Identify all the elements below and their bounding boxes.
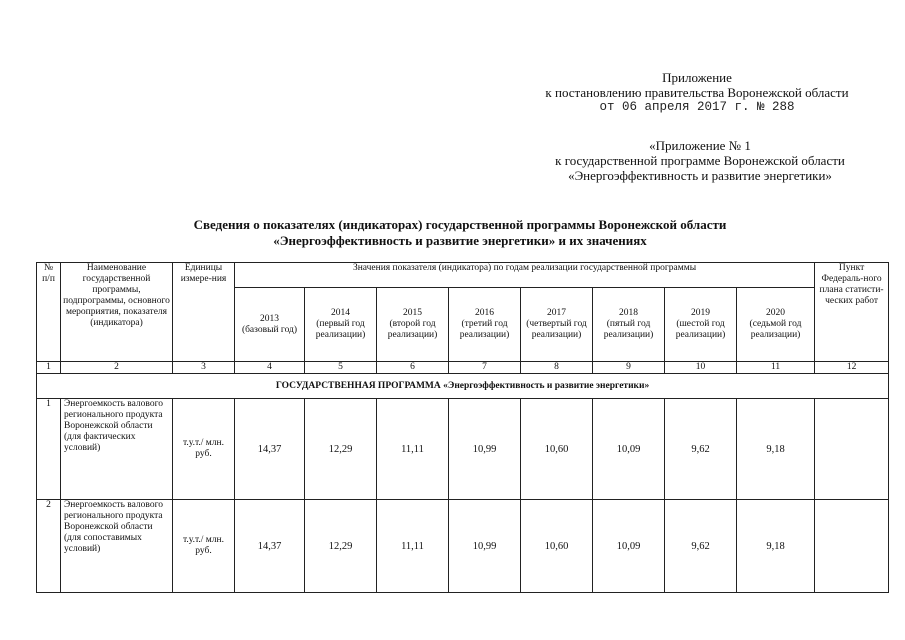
appendix-program-block [535,138,865,183]
row-value: 10,09 [593,500,665,593]
section-title: ГОСУДАРСТВЕННАЯ ПРОГРАММА «Энергоэффективность и развитие энергетики» [37,374,889,399]
column-number: 6 [377,362,449,374]
header-year: 2015 (второй год реализации) [377,288,449,362]
row-value: 12,29 [305,500,377,593]
column-number: 3 [173,362,235,374]
header-year: 2014 (первый год реализации) [305,288,377,362]
appendix-program-line1: «Приложение № 1 [649,138,751,153]
appendix-resolution-block [517,70,877,115]
header-num: № п/п [37,263,61,362]
row-unit: т.у.т./ млн. руб. [173,500,235,593]
column-number: 10 [665,362,737,374]
appendix-resolution-date: от 06 апреля 2017 г. № 288 [599,100,795,114]
row-unit: т.у.т./ млн. руб. [173,399,235,500]
column-number: 1 [37,362,61,374]
document-title [150,217,770,249]
row-num: 1 [37,399,61,500]
column-number: 8 [521,362,593,374]
header-name: Наименование государственной программы, подпрограммы, основного мероприятия, показателя (индикатора) [61,263,173,362]
column-number-row [37,362,889,374]
column-number: 4 [235,362,305,374]
document-title-line2: «Энергоэффективность и развитие энергетики» и их значениях [273,233,647,248]
header-year: 2018 (пятый год реализации) [593,288,665,362]
row-value: 11,11 [377,500,449,593]
header-year: 2020 (седьмой год реализации) [737,288,815,362]
row-value: 10,09 [593,399,665,500]
column-number: 7 [449,362,521,374]
row-value: 9,62 [665,500,737,593]
appendix-resolution-line2: к постановлению правительства Воронежской области [545,85,849,100]
column-number: 9 [593,362,665,374]
row-indicator-name: Энергоемкость валового регионального продукта Воронежской области (для фактических условий) [61,399,173,500]
indicators-table [36,262,889,593]
row-value: 12,29 [305,399,377,500]
header-values: Значения показателя (индикатора) по годам реализации государственной программы [235,263,815,288]
appendix-resolution-line1: Приложение [662,70,732,85]
row-value: 9,62 [665,399,737,500]
row-plan [815,399,889,500]
row-value: 9,18 [737,399,815,500]
header-year: 2016 (третий год реализации) [449,288,521,362]
row-value: 9,18 [737,500,815,593]
row-plan [815,500,889,593]
column-number: 2 [61,362,173,374]
row-value: 10,99 [449,399,521,500]
table-row [37,399,889,500]
column-number: 5 [305,362,377,374]
appendix-program-line3: «Энергоэффективность и развитие энергетики» [568,168,832,183]
appendix-program-line2: к государственной программе Воронежской области [555,153,845,168]
document-title-line1: Сведения о показателях (индикаторах) государственной программы Воронежской области [193,217,727,232]
column-number: 12 [815,362,889,374]
row-value: 10,60 [521,500,593,593]
header-year: 2019 (шестой год реализации) [665,288,737,362]
row-value: 11,11 [377,399,449,500]
header-plan: Пункт Федераль-ного плана статисти-ческих работ [815,263,889,362]
row-value: 14,37 [235,399,305,500]
header-unit: Единицы измере-ния [173,263,235,362]
row-num: 2 [37,500,61,593]
header-year: 2017 (четвертый год реализации) [521,288,593,362]
row-value: 10,99 [449,500,521,593]
column-number: 11 [737,362,815,374]
row-indicator-name: Энергоемкость валового регионального продукта Воронежской области (для сопоставимых условий) [61,500,173,593]
row-value: 14,37 [235,500,305,593]
header-year: 2013 (базовый год) [235,288,305,362]
row-value: 10,60 [521,399,593,500]
table-row [37,500,889,593]
